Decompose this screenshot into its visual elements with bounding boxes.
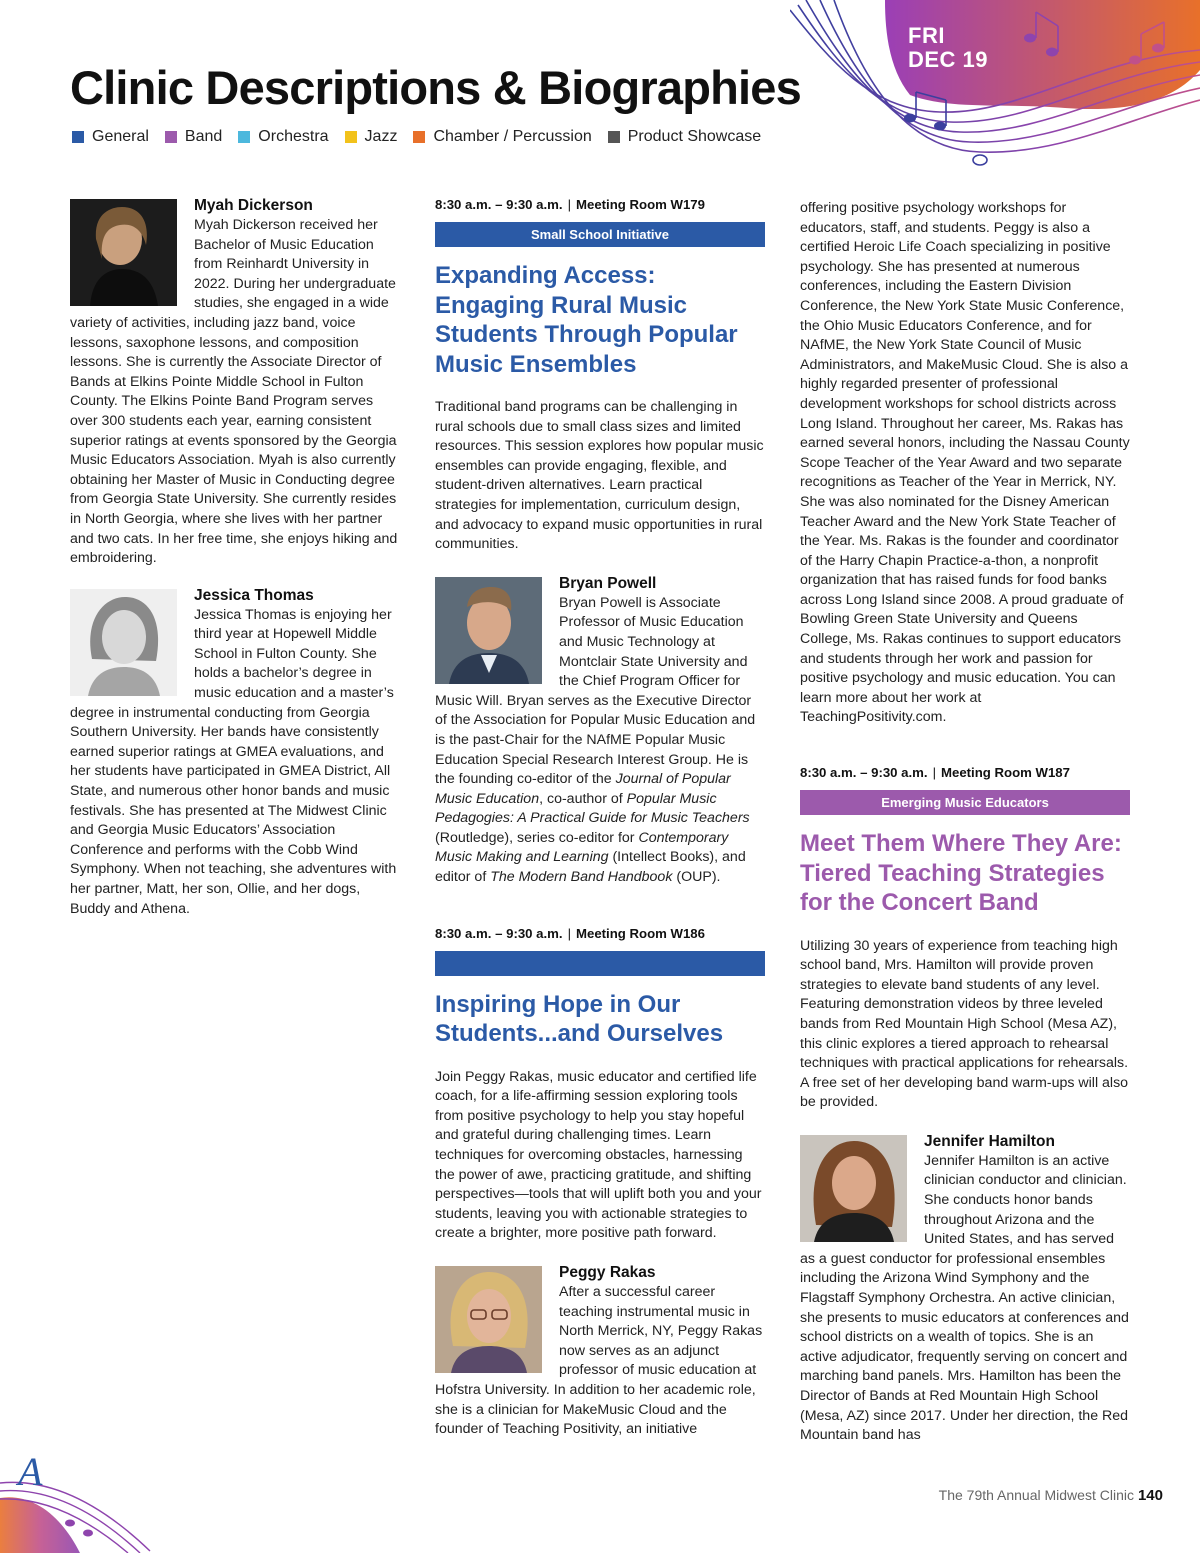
bio-name: Bryan Powell	[559, 574, 657, 592]
headshot-photo-icon	[800, 1135, 907, 1242]
legend-label: Band	[184, 128, 223, 145]
bio-book-title: Popular Music Pedagogies: A Practical Guide for Music Teachers	[435, 790, 750, 827]
session-time-range: 8:30 a.m. – 9:30 a.m.	[800, 765, 928, 781]
legend-item-band	[165, 128, 222, 146]
bio-myah-dickerson	[70, 196, 400, 569]
session-title: Inspiring Hope in Our Students...and Ourselves	[435, 990, 724, 1048]
legend-label: Jazz	[364, 128, 398, 145]
legend-item-chamber-percussion	[413, 128, 591, 146]
footer-publication: The 79th Annual Midwest Clinic	[938, 1487, 1134, 1503]
headshot-photo-icon	[70, 199, 177, 306]
legend-label: Orchestra	[258, 128, 329, 145]
bio-text-part: , co-author of	[539, 790, 627, 807]
headshot-photo-icon	[435, 577, 542, 684]
session-room: Meeting Room W179	[576, 197, 705, 212]
music-staff-decoration-icon	[790, 0, 1200, 185]
legend-swatch-chamber	[413, 131, 425, 143]
date-day: FRI	[908, 23, 945, 48]
music-swirl-decoration-icon	[0, 1443, 160, 1553]
legend-item-jazz	[345, 128, 398, 146]
session-meet-them-where-they-are	[800, 764, 1130, 1113]
svg-text:A: A	[18, 1449, 43, 1494]
legend-label: General	[92, 128, 149, 145]
session-description: Utilizing 30 years of experience from teaching high school band, Mrs. Hamilton will provide proven strategies to elevate band students of any level. Featuring demonstration videos by three leveled bands from Red Mountain High School (Mesa AZ), this clinic explores a tiered approach to rehearsal techniques with practical applications for rehearsals. A free set of her developing band warm-ups will also be provided.	[800, 937, 1129, 1111]
track-label: Emerging Music Educators	[881, 795, 1049, 811]
bio-text: After a successful career teaching instrumental music in North Merrick, NY, Peggy Rakas now serves as an adjunct professor of music education at Hofstra University. In addition to her academic role, she is a clinician for MakeMusic Cloud and the founder of Teaching Positivity, an initiative	[435, 1284, 763, 1438]
page-number: 140	[1137, 1487, 1163, 1504]
session-description: Join Peggy Rakas, music educator and certified life coach, for a life-affirming session exploring tools from positive psychology to help you stay hopeful and grateful during challenging times. Learn techniques for overcoming obstacles, harnessing the power of awe, practicing gratitude, and shifting perspectives—tools that will uplift both you and your students, leaving you with actionable strategies to create a brighter, more positive path forward.	[435, 1068, 762, 1242]
headshot-photo-icon	[70, 589, 177, 696]
session-expanding-access	[435, 196, 765, 555]
bio-continuation-text: offering positive psychology workshops for educators, staff, and students. Peggy is also a certified Heroic Life Coach specializing in positive psychology. She has presented at numerous conferences, including the Eastern Division Conference, the New York State Music Conference, the Ohio Music Educators Conference, and for NAfME, the New York State Council of Music Administrators, and MakeMusic Cloud. She is also a highly regarded presenter of professional development workshops for school districts across Long Island. Throughout her career, Ms. Rakas has earned several honors, including the Nassau County Scope Teacher of the Year Award and two separate recognitions as Teacher of the Year in Merrick, NY. She was also nominated for the Disney American Teacher Award and the New York State Teacher of the Year. Ms. Rakas is the founder and coordinator of the Harry Chapin Practice-a-thon, a nonprofit organization that has raised funds for food banks across Long Island since 2008. A proud graduate of Bowling Green State University and Queens College, Ms. Rakas continues to support educators and students through her work and passion for positive psychology and music education. You can learn more about her work at TeachingPositivity.com.	[800, 200, 1130, 726]
legend-swatch-orchestra	[238, 131, 250, 143]
page-title: Clinic Descriptions & Biographies	[70, 61, 801, 114]
legend-swatch-band	[165, 131, 177, 143]
bio-name: Jennifer Hamilton	[924, 1132, 1055, 1150]
bio-name: Jessica Thomas	[194, 586, 314, 604]
session-time: 8:30 a.m. – 9:30 a.m. | Meeting Room W187	[800, 765, 1070, 781]
page-footer	[939, 1487, 1163, 1504]
session-room: Meeting Room W186	[576, 925, 705, 941]
column-right	[800, 199, 1130, 1446]
session-time-range: 8:30 a.m. – 9:30 a.m.	[435, 197, 563, 212]
legend-swatch-product	[608, 131, 620, 143]
headshot-photo-icon	[435, 1266, 542, 1373]
bio-text-part: Bryan Powell is Associate Professor of Music Education and Music Technology at Montclair State University and the Chief Program Officer for Music Will. Bryan serves as the Executive Director of the Association for Popular Music Education and is the past-Chair for the NAfME Popular Music Education Special Research Interest Group. He is the founding co-editor of the	[435, 594, 756, 788]
bio-text: Myah Dickerson received her Bachelor of Music Education from Reinhardt University in 2022. During her undergraduate studies, she engaged in a wide variety of activities, including jazz band, voice lessons, saxophone lessons, and composition lessons. She is currently the Associate Director of Bands at Elkins Pointe Middle School in Fulton County. The Elkins Pointe Band Program serves over 300 students each year, earning consistent superior ratings at events sponsored by the Georgia Music Educators Association. Myah is also currently obtaining her Master of Music in Conducting degree from Georgia State University. She currently resides in North Georgia, where she lives with her partner and two cats. In her free time, she enjoys hiking and embroidering.	[70, 217, 398, 567]
bio-journal-title: Journal of Popular Music Education	[435, 771, 731, 807]
bio-text-part: (Intellect Books), and editor of	[435, 849, 746, 886]
bio-name: Peggy Rakas	[559, 1264, 656, 1281]
legend-swatch-jazz	[345, 131, 357, 143]
bio-text: Jennifer Hamilton is an active clinician conductor and clinician. She conducts honor bands throughout Arizona and the United States, and has served as a guest conductor for professional ensembles including the Arizona Wind Symphony and the Flagstaff Symphony Orchestra. An active clinician, she presents to music educators at conferences and school districts on a wealth of topics. She is an active adjudicator, frequently serving on concert and marching band panels. Mrs. Hamilton has been the Director of Bands at Red Mountain High School (Mesa, AZ) since 2017. Under her direction, the Red Mountain band has	[800, 1152, 1129, 1444]
bio-text-part: (Routledge), series co-editor for	[435, 829, 639, 846]
track-bar-band	[800, 790, 1130, 815]
session-inspiring-hope	[435, 925, 765, 1244]
date-badge	[908, 24, 988, 72]
session-room: Meeting Room W187	[941, 765, 1070, 781]
legend-label: Product Showcase	[627, 128, 762, 145]
bio-bryan-powell	[435, 574, 765, 888]
session-time-range: 8:30 a.m. – 9:30 a.m.	[435, 925, 563, 941]
legend-item-product-showcase	[608, 128, 761, 146]
legend-item-orchestra	[238, 128, 328, 146]
track-bar-general	[435, 222, 765, 247]
bio-book-title: Contemporary Music Making and Learning	[435, 829, 729, 866]
track-label: Small School Initiative	[531, 227, 669, 242]
session-time: 8:30 a.m. – 9:30 a.m. | Meeting Room W179	[435, 197, 705, 212]
column-left	[70, 196, 400, 919]
session-time: 8:30 a.m. – 9:30 a.m. | Meeting Room W186	[435, 925, 705, 941]
bio-peggy-rakas	[435, 1263, 765, 1440]
legend-swatch-general	[72, 131, 84, 143]
session-description: Traditional band programs can be challenging in rural schools due to small class sizes and limited resources. This session explores how popular music ensembles can provide engaging, flexible, and student-driven alternatives. Learn practical strategies for implementation, curriculum design, and advocacy to expand music opportunities in rural communities.	[435, 399, 764, 553]
bio-text-part: (OUP).	[672, 869, 721, 886]
track-bar-general	[435, 951, 765, 976]
session-title: Meet Them Where They Are: Tiered Teaching Strategies for the Concert Band	[800, 830, 1122, 917]
bio-jessica-thomas	[70, 586, 400, 920]
column-middle	[435, 196, 765, 1440]
bio-jennifer-hamilton	[800, 1132, 1130, 1446]
bio-text: Jessica Thomas is enjoying her third year at Hopewell Middle School in Fulton County. She holds a bachelor’s degree in music education and a master’s degree in instrumental conducting from Georgia Southern University. Her bands have consistently earned superior ratings at GMEA evaluations, and her students have participated in GMEA District, All State, and numerous other honor bands and music festivals. She has presented at The Midwest Clinic and Georgia Music Educators’ Association Conference and performs with the Cobb Wind Symphony. When not teaching, she adventures with her partner, Matt, her son, Ollie, and her dogs, Buddy and Athena.	[70, 606, 397, 917]
legend-label: Chamber / Percussion	[433, 128, 592, 145]
legend-item-general	[72, 128, 149, 146]
session-title: Expanding Access: Engaging Rural Music Students Through Popular Music Ensembles	[435, 262, 738, 378]
bio-book-title: The Modern Band Handbook	[490, 869, 673, 886]
date-date: DEC 19	[908, 47, 989, 72]
track-legend	[72, 128, 761, 146]
bio-name: Myah Dickerson	[194, 197, 313, 214]
